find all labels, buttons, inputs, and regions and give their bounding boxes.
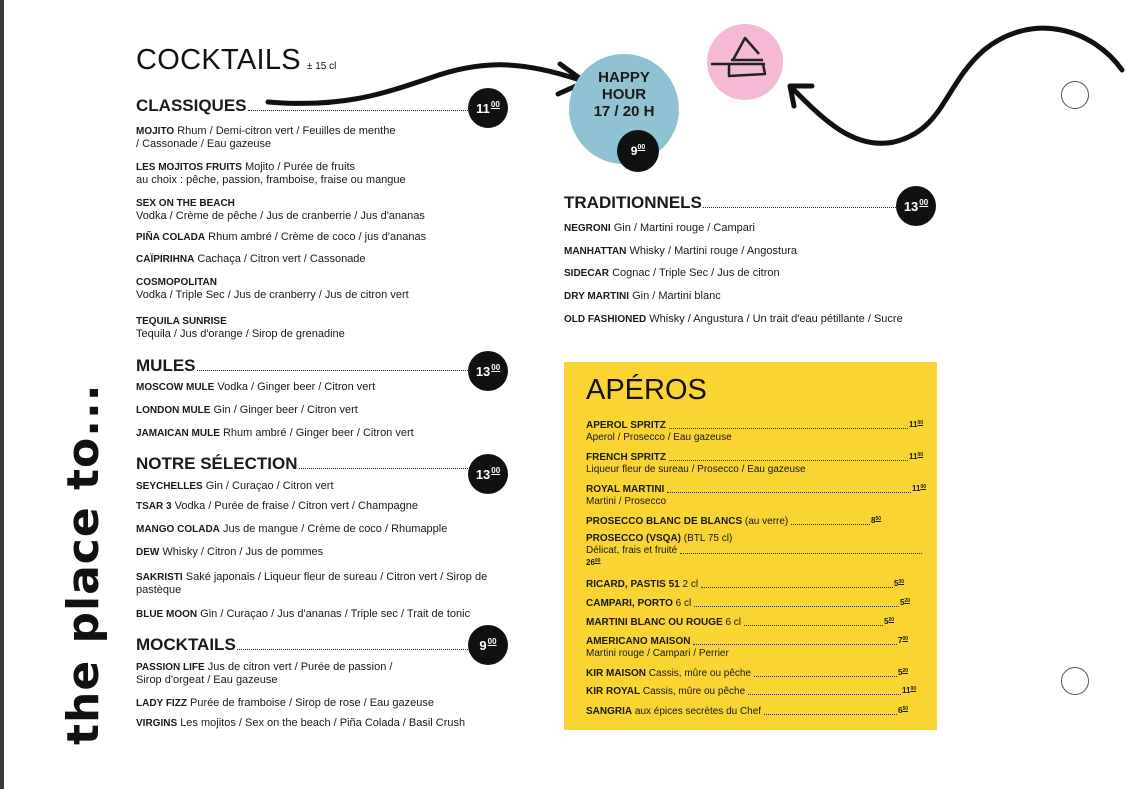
menu-item: NEGRONI Gin / Martini rouge / Campari bbox=[564, 222, 755, 234]
section-title: MOCKTAILS bbox=[136, 635, 236, 654]
section-title: TRADITIONNELS bbox=[564, 193, 702, 212]
leader-dots bbox=[248, 110, 468, 111]
price-badge: 13 $^{00}$ bbox=[896, 186, 936, 226]
aperos-panel bbox=[564, 362, 937, 730]
apero-item: KIR ROYAL Cassis, mûre ou pêche $11^{00}$ bbox=[586, 686, 916, 697]
menu-item: MANHATTAN Whisky / Martini rouge / Angostura bbox=[564, 245, 797, 257]
apero-item: FRENCH SPRITZ $11^{00}$ Liqueur fleur de sureau / Prosecco / Eau gazeuse bbox=[586, 452, 923, 475]
happy-hour-price-badge: 9 $^{00}$ bbox=[617, 130, 659, 172]
menu-item: BLUE MOON Gin / Curaçao / Jus d'ananas / Triple sec / Trait de tonic bbox=[136, 608, 471, 620]
apero-item: ROYAL MARTINI $11^{00}$ Martini / Prosecco bbox=[586, 484, 926, 507]
cocktails-volume: ± 15 cl bbox=[306, 61, 337, 72]
menu-item: SEYCHELLES Gin / Curaçao / Citron vert bbox=[136, 480, 334, 492]
menu-item: MOSCOW MULE Vodka / Ginger beer / Citron vert bbox=[136, 381, 376, 393]
section-title: MULES bbox=[136, 356, 196, 375]
menu-item: OLD FASHIONED Whisky / Angustura / Un trait d'eau pétillante / Sucre bbox=[564, 313, 903, 325]
leader-dots bbox=[299, 468, 468, 469]
apero-item: PROSECCO BLANC DE BLANCS (au verre) $8^{50}$ bbox=[586, 516, 881, 527]
leader-dots bbox=[197, 370, 469, 371]
aperos-title: APÉROS bbox=[586, 374, 707, 406]
cocktails-title-text: COCKTAILS bbox=[136, 44, 301, 76]
happy-hour-line: HAPPY bbox=[598, 69, 650, 86]
binder-ring bbox=[1061, 667, 1089, 695]
apero-item: CAMPARI, PORTO 6 cl $5^{20}$ bbox=[586, 598, 910, 609]
menu-item: CAÏPIRIHNA Cachaça / Citron vert / Cassonade bbox=[136, 253, 366, 265]
menu-item: PASSION LIFE Jus de citron vert / Purée de passion / Sirop d'orgeat / Eau gazeuse bbox=[136, 661, 393, 686]
menu-item: MANGO COLADA Jus de mangue / Crème de coco / Rhumapple bbox=[136, 523, 448, 535]
section-mocktails bbox=[136, 633, 470, 655]
section-traditionnels bbox=[564, 191, 898, 213]
section-title: CLASSIQUES bbox=[136, 96, 247, 115]
menu-item: LES MOJITOS FRUITS Mojito / Purée de fruits au choix : pêche, passion, framboise, fraise ou mangue bbox=[136, 161, 406, 186]
house-logo-icon bbox=[707, 24, 783, 100]
menu-item: DRY MARTINI Gin / Martini blanc bbox=[564, 290, 721, 302]
curved-arrow-icon bbox=[784, 10, 1126, 150]
brand-vertical-title: the place to... bbox=[58, 383, 109, 745]
menu-item: SAKRISTI Saké japonais / Liqueur fleur de sureau / Citron vert / Sirop de pastèque bbox=[136, 571, 488, 596]
menu-item: LADY FIZZ Purée de framboise / Sirop de rose / Eau gazeuse bbox=[136, 697, 434, 709]
leader-dots bbox=[703, 207, 896, 208]
menu-item: SIDECAR Cognac / Triple Sec / Jus de citron bbox=[564, 267, 780, 279]
apero-item: MARTINI BLANC OU ROUGE 6 cl $5^{20}$ bbox=[586, 617, 894, 628]
menu-item: COSMOPOLITAN Vodka / Triple Sec / Jus de cranberry / Jus de citron vert bbox=[136, 277, 409, 301]
apero-item: AMERICANO MAISON $7^{00}$ Martini rouge / Campari / Perrier bbox=[586, 636, 908, 659]
menu-item: TEQUILA SUNRISE Tequila / Jus d'orange / Sirop de grenadine bbox=[136, 316, 345, 340]
section-notre-selection bbox=[136, 452, 470, 474]
price-badge: 13 $^{00}$ bbox=[468, 351, 508, 391]
section-title: NOTRE SÉLECTION bbox=[136, 454, 298, 473]
price-badge: 9 $^{00}$ bbox=[468, 625, 508, 665]
menu-item: TSAR 3 Vodka / Purée de fraise / Citron vert / Champagne bbox=[136, 500, 418, 512]
menu-item: JAMAICAN MULE Rhum ambré / Ginger beer / Citron vert bbox=[136, 427, 414, 439]
happy-hour-line: HOUR bbox=[601, 86, 647, 103]
page-edge bbox=[0, 0, 4, 789]
apero-item: RICARD, PASTIS 51 2 cl $5^{00}$ bbox=[586, 579, 904, 590]
price-badge: 11 $^{00}$ bbox=[468, 88, 508, 128]
menu-item: PIÑA COLADA Rhum ambré / Crème de coco / jus d'ananas bbox=[136, 231, 427, 243]
binder-ring bbox=[1061, 81, 1089, 109]
apero-item: APEROL SPRITZ $11^{00}$ Aperol / Prosecco / Eau gazeuse bbox=[586, 420, 923, 443]
apero-item: SANGRIA aux épices secrètes du Chef $6^{50}$ bbox=[586, 706, 908, 717]
cocktails-title bbox=[136, 44, 336, 77]
section-mules bbox=[136, 354, 470, 376]
menu-item: VIRGINS Les mojitos / Sex on the beach / Piña Colada / Basil Crush bbox=[136, 717, 466, 729]
happy-hour-time: 17 / 20 H bbox=[593, 103, 655, 120]
section-classiques bbox=[136, 94, 470, 116]
leader-dots bbox=[237, 649, 468, 650]
menu-item: SEX ON THE BEACH Vodka / Crème de pêche / Jus de cranberrie / Jus d'ananas bbox=[136, 198, 425, 222]
price-badge: 13 $^{00}$ bbox=[468, 454, 508, 494]
menu-item: DEW Whisky / Citron / Jus de pommes bbox=[136, 546, 324, 558]
menu-item: LONDON MULE Gin / Ginger beer / Citron vert bbox=[136, 404, 358, 416]
menu-item: MOJITO Rhum / Demi-citron vert / Feuilles de menthe / Cassonade / Eau gazeuse bbox=[136, 125, 396, 150]
apero-item: KIR MAISON Cassis, mûre ou pêche $5^{20}$ bbox=[586, 668, 908, 679]
apero-item: PROSECCO (VSQA) (BTL 75 cl) Délicat, frais et fruité $26^{00}$ bbox=[586, 533, 923, 570]
